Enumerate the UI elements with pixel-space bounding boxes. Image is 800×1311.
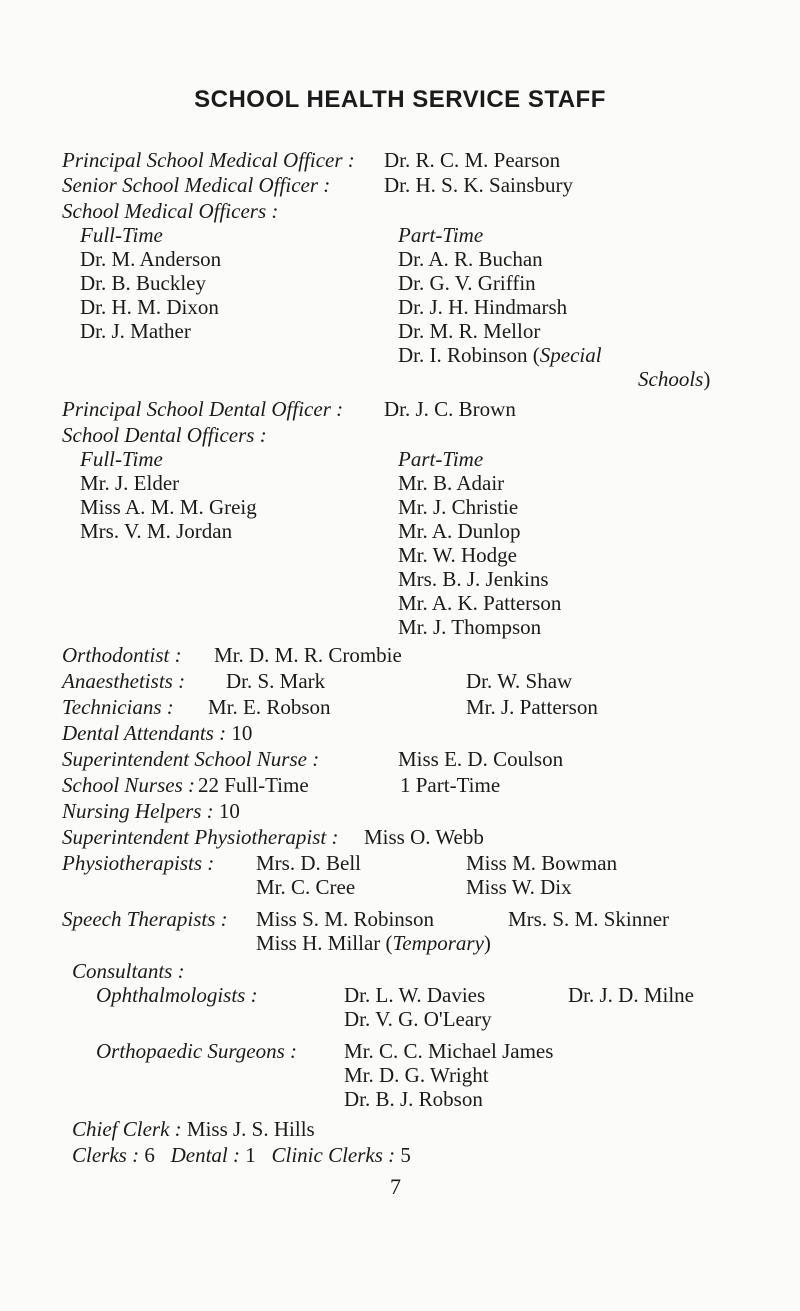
orthopaedic-surgeons-label: Orthopaedic Surgeons : [96,1039,298,1063]
dental-fulltime-item: Miss A. M. M. Greig [80,495,257,519]
dental-clerks-value: 1 [245,1143,256,1167]
nursing-helpers-line [62,798,240,824]
speech-therapists-label: Speech Therapists : [62,907,228,931]
superintendent-nurse-name: Miss E. D. Coulson [398,747,564,771]
school-nurses-label: School Nurses : [62,773,195,797]
clinic-clerks-value: 5 [400,1143,411,1167]
senior-medical-officer-name: Dr. H. S. K. Sainsbury [384,173,574,197]
clerks-label: Clerks : [72,1143,140,1167]
page-number: 7 [390,1174,401,1199]
orthodontist-name: Mr. D. M. R. Crombie [214,643,402,667]
medical-fulltime-label: Full-Time [80,223,163,247]
orthopaedic-surgeon-name: Dr. B. J. Robson [344,1087,483,1111]
medical-parttime-label: Part-Time [398,223,484,247]
medical-parttime-item: Dr. G. V. Griffin [398,271,536,295]
school-nurses-fulltime: 22 Full-Time [198,773,309,797]
ophthalmologist-name: Dr. V. G. O'Leary [344,1007,492,1031]
schools-label: Schools [638,367,704,391]
superintendent-nurse-label: Superintendent School Nurse : [62,747,320,771]
medical-parttime-item: Dr. J. H. Hindmarsh [398,295,568,319]
page-title: SCHOOL HEALTH SERVICE STAFF [194,86,606,113]
dental-parttime-item: Mrs. B. J. Jenkins [398,567,549,591]
physiotherapists-label: Physiotherapists : [62,851,215,875]
special-label: Special [539,343,602,367]
dental-attendants-label: Dental Attendants : [62,721,227,745]
close-paren: ) [483,931,491,955]
dental-parttime-item: Mr. J. Thompson [398,615,542,639]
physiotherapist-name: Mr. C. Cree [256,875,356,899]
millar-name: Miss H. Millar ( [256,931,393,955]
dental-attendants-line [62,720,252,746]
medical-fulltime-item: Dr. B. Buckley [80,271,206,295]
close-paren: ) [703,367,711,391]
technician-name: Mr. E. Robson [208,695,331,719]
medical-fulltime-item: Dr. H. M. Dixon [80,295,219,319]
robinson-name: Dr. I. Robinson ( [398,343,540,367]
orthodontist-label: Orthodontist : [62,643,182,667]
principal-dental-officer-label: Principal School Dental Officer : [62,397,344,421]
dental-clerks-label: Dental : [170,1143,240,1167]
medical-parttime-item [398,342,602,368]
temporary-label: Temporary [392,931,484,955]
clerks-line [72,1142,411,1168]
special-schools-line [638,366,710,392]
medical-parttime-item: Dr. M. R. Mellor [398,319,541,343]
speech-therapist-name: Mrs. S. M. Skinner [508,907,670,931]
dental-parttime-item: Mr. J. Christie [398,495,519,519]
dental-parttime-label: Part-Time [398,447,484,471]
dental-fulltime-label: Full-Time [80,447,163,471]
ophthalmologist-name: Dr. J. D. Milne [568,983,694,1007]
school-medical-officers-label: School Medical Officers : [62,199,279,223]
nursing-helpers-value: 10 [218,799,240,823]
dental-parttime-item: Mr. A. K. Patterson [398,591,562,615]
physiotherapist-name: Mrs. D. Bell [256,851,361,875]
superintendent-physio-label: Superintendent Physiotherapist : [62,825,339,849]
medical-parttime-item: Dr. A. R. Buchan [398,247,543,271]
ophthalmologist-name: Dr. L. W. Davies [344,983,486,1007]
principal-medical-officer-name: Dr. R. C. M. Pearson [384,148,561,172]
anaesthetist-name: Dr. S. Mark [226,669,326,693]
medical-fulltime-item: Dr. M. Anderson [80,247,222,271]
orthopaedic-surgeon-name: Mr. C. C. Michael James [344,1039,554,1063]
dental-attendants-value: 10 [231,721,253,745]
speech-therapist-name: Miss S. M. Robinson [256,907,434,931]
orthopaedic-surgeon-name: Mr. D. G. Wright [344,1063,489,1087]
anaesthetist-name: Dr. W. Shaw [466,669,573,693]
chief-clerk-label: Chief Clerk : [72,1117,182,1141]
dental-parttime-item: Mr. A. Dunlop [398,519,521,543]
clerks-value: 6 [144,1143,155,1167]
school-dental-officers-label: School Dental Officers : [62,423,267,447]
physiotherapist-name: Miss M. Bowman [466,851,618,875]
superintendent-physio-name: Miss O. Webb [364,825,484,849]
physiotherapist-name: Miss W. Dix [466,875,572,899]
senior-medical-officer-label: Senior School Medical Officer : [62,173,331,197]
principal-dental-officer-name: Dr. J. C. Brown [384,397,516,421]
dental-fulltime-item: Mrs. V. M. Jordan [80,519,233,543]
consultants-label: Consultants : [72,959,185,983]
anaesthetists-label: Anaesthetists : [62,669,186,693]
chief-clerk-name: Miss J. S. Hills [186,1117,315,1141]
dental-parttime-item: Mr. B. Adair [398,471,505,495]
nursing-helpers-label: Nursing Helpers : [62,799,214,823]
dental-fulltime-item: Mr. J. Elder [80,471,180,495]
medical-fulltime-item: Dr. J. Mather [80,319,191,343]
dental-parttime-item: Mr. W. Hodge [398,543,518,567]
chief-clerk-line [72,1116,315,1142]
speech-therapist-millar [256,930,491,956]
ophthalmologists-label: Ophthalmologists : [96,983,258,1007]
principal-medical-officer-label: Principal School Medical Officer : [62,148,355,172]
technicians-label: Technicians : [62,695,174,719]
school-nurses-parttime: 1 Part-Time [400,773,501,797]
clinic-clerks-label: Clinic Clerks : [271,1143,396,1167]
technician-name: Mr. J. Patterson [466,695,598,719]
